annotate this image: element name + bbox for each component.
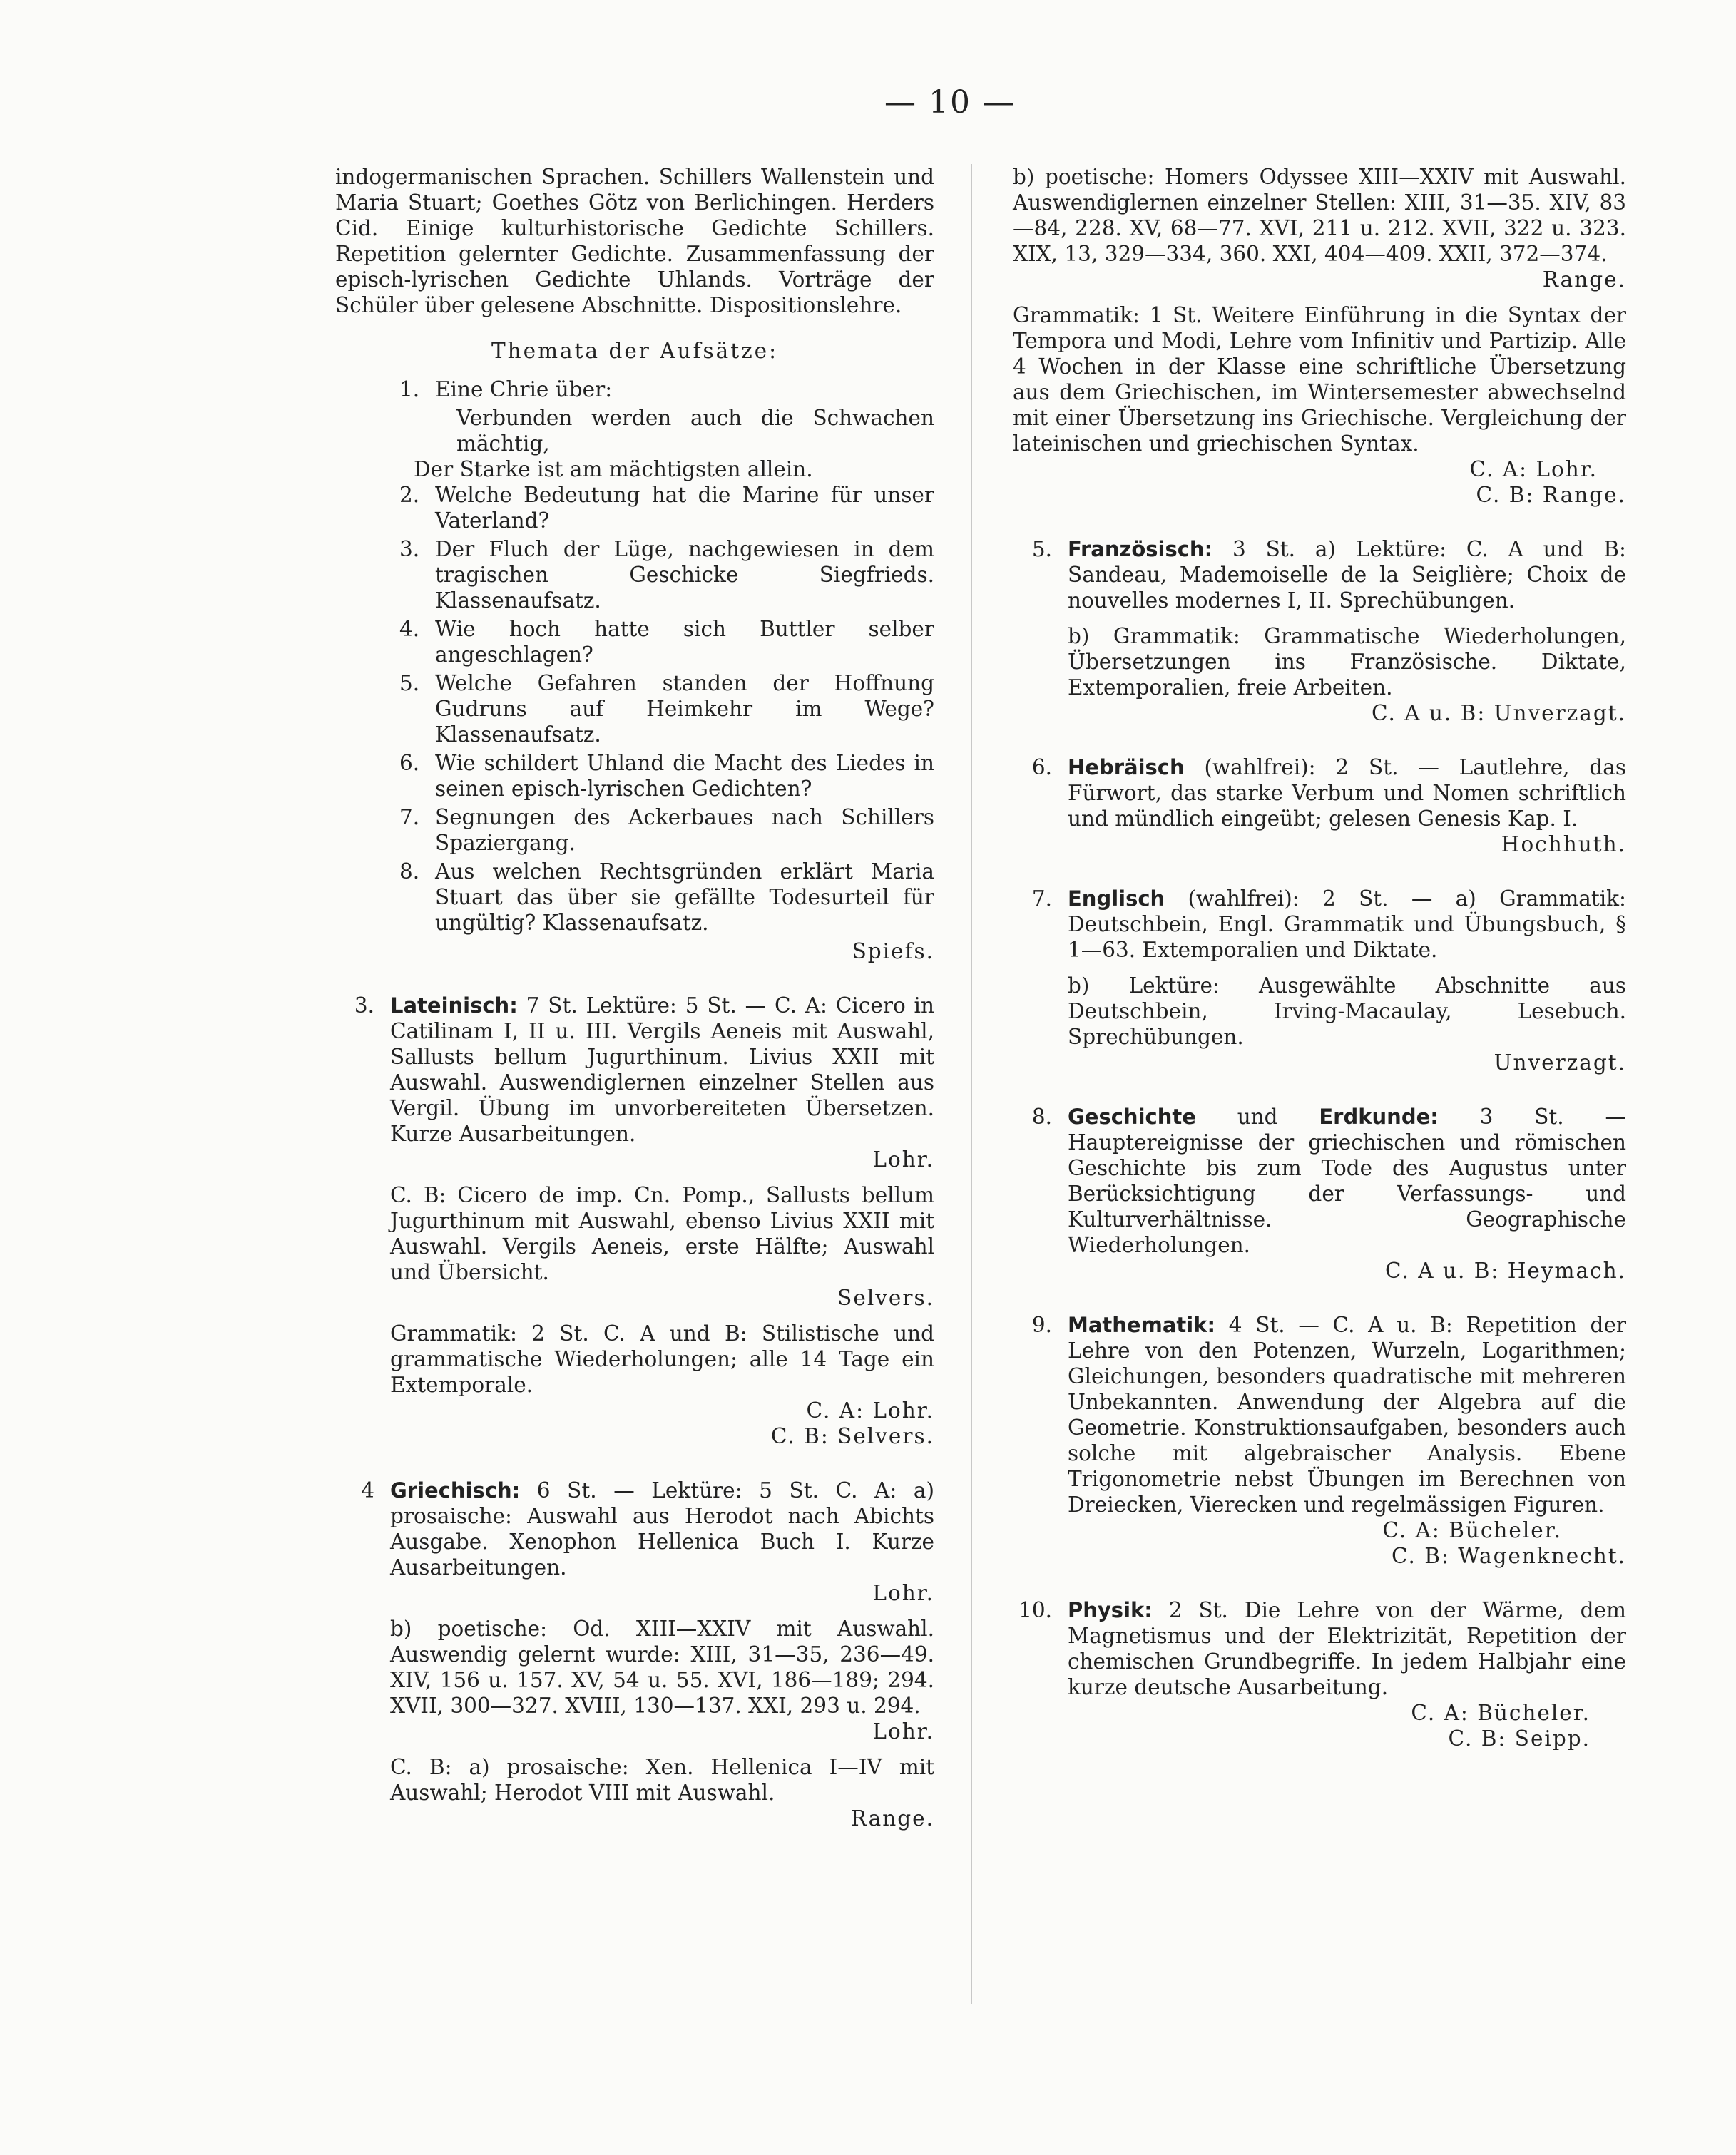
essay-text: Eine Chrie über:	[435, 377, 613, 401]
essay-number: 3.	[399, 537, 420, 561]
essay-text: Wie hoch hatte sich Buttler selber angeschlagen?	[435, 617, 934, 667]
section-number: 6.	[1031, 755, 1052, 779]
section-number: 4	[361, 1478, 374, 1503]
section-lateinisch	[335, 993, 934, 1449]
teacher-name: C. B: Range.	[1476, 483, 1626, 507]
quote-line: Verbunden werden auch die Schwachen mächtig,	[456, 406, 934, 456]
essay-text: Aus welchen Rechtsgründen erklärt Maria Stuart das über sie gefällte Todesurteil für ungültig? Klassenaufsatz.	[435, 859, 934, 935]
section-number: 3.	[354, 993, 374, 1018]
section-text: 3 St. a) Lektüre: C. A und B: Sandeau, Mademoiselle de la Seiglière; Choix de nouvelles modernes I, II. Sprechübungen.	[1068, 537, 1626, 613]
teacher-name: C. A: Bücheler.	[1411, 1701, 1591, 1725]
teacher-name: C. A: Lohr.	[806, 1398, 934, 1423]
right-column	[1013, 164, 1626, 1751]
essay-item	[335, 482, 934, 533]
left-column	[335, 164, 934, 1831]
teacher-name: Range.	[850, 1806, 934, 1831]
subject-title: Lateinisch:	[390, 993, 518, 1018]
essay-text: Der Fluch der Lüge, nachgewiesen in dem tragischen Geschicke Siegfrieds. Klassenaufsatz.	[435, 537, 934, 613]
section-text: (wahlfrei): 2 St. — a) Grammatik: Deutschbein, Engl. Grammatik und Übungsbuch, § 1—63. Extemporalien und Diktate.	[1068, 886, 1626, 962]
essay-item	[335, 670, 934, 747]
essay-text: Wie schildert Uhland die Macht des Liedes in seinen episch-lyrischen Gedichten?	[435, 751, 934, 801]
subject-title: Französisch:	[1068, 537, 1213, 561]
section-geschichte	[1013, 1104, 1626, 1284]
teacher-name: Lohr.	[872, 1147, 934, 1172]
essay-number: 2.	[399, 483, 420, 507]
section-text: Grammatik: 2 St. C. A und B: Stilistische und grammatische Wiederholungen; alle 14 Tage ein Extemporale.	[390, 1321, 934, 1397]
essay-item	[335, 804, 934, 856]
teacher-name: C. A: Bücheler.	[1382, 1518, 1562, 1542]
section-mathematik	[1013, 1312, 1626, 1569]
section-text: b) poetische: Od. XIII—XXIV mit Auswahl. Auswendig gelernt wurde: XIII, 31—35, 236—49. XIV, 156 u. 157. XV, 54 u. 55. XVI, 186—189; 294. XVII, 300—327. XVIII, 130—137. XXI, 293 u. 294.	[390, 1617, 934, 1718]
section-text: b) Lektüre: Ausgewählte Abschnitte aus Deutschbein, Irving-Macaulay, Lesebuch. Sprechübungen.	[1068, 973, 1626, 1049]
essay-number: 4.	[399, 617, 420, 641]
subject-title: Geschichte	[1068, 1105, 1196, 1129]
section-physik	[1013, 1597, 1626, 1751]
teacher-name: C. A u. B: Unverzagt.	[1371, 701, 1626, 725]
page-number: — 10 —	[884, 84, 1016, 121]
subject-title: Mathematik:	[1068, 1313, 1216, 1337]
section-text: b) poetische: Homers Odyssee XIII—XXIV mit Auswahl. Auswendiglernen einzelner Stellen: XIII, 31—35. XIV, 83—84, 228. XV, 68—77. XVI, 211 u. 212. XVII, 322 u. 323. XIX, 13, 329—334, 360. XXI, 404—409. XXII, 372—374.	[1013, 165, 1626, 266]
column-divider	[971, 164, 972, 2004]
teacher-name: C. A: Lohr.	[1469, 457, 1598, 481]
subject-title: Hebräisch	[1068, 755, 1185, 779]
teacher-name: Selvers.	[837, 1286, 934, 1310]
essay-text: Welche Bedeutung hat die Marine für unser Vaterland?	[435, 483, 934, 533]
section-text: (wahlfrei): 2 St. — Lautlehre, das Fürwort, das starke Verbum und Nomen schriftlich und mündlich eingeübt; gelesen Genesis Kap. I.	[1068, 755, 1626, 831]
essay-item	[335, 377, 934, 402]
teacher-name: Unverzagt.	[1494, 1050, 1626, 1075]
section-number: 7.	[1031, 886, 1052, 911]
essay-item	[335, 750, 934, 802]
essay-number: 8.	[399, 859, 420, 884]
section-number: 5.	[1031, 537, 1052, 561]
intro-paragraph: indogermanischen Sprachen. Schillers Wallenstein und Maria Stuart; Goethes Götz von Berlichingen. Herders Cid. Einige kulturhistorische Gedichte Schillers. Repetition gelernter Gedichte. Zusammenfassung der episch-lyrischen Gedichte Uhlands. Vorträge der Schüler über gelesene Abschnitte. Dispositionslehre.	[335, 165, 934, 317]
teacher-name: C. B: Seipp.	[1448, 1726, 1591, 1751]
section-text: 4 St. — C. A u. B: Repetition der Lehre von den Potenzen, Wurzeln, Logarithmen; Gleichungen, besonders quadratische mit mehreren Unbekannten. Anwendung der Algebra auf die Geometrie. Konstruktionsaufgaben, besonders auch solche mit algebraischer Analysis. Ebene Trigonometrie nebst Übungen im Berechnen von Dreiecken, Vierecken und regelmässigen Figuren.	[1068, 1313, 1626, 1517]
section-text: C. B: a) prosaische: Xen. Hellenica I—IV mit Auswahl; Herodot VIII mit Auswahl.	[390, 1755, 934, 1805]
section-hebraeisch	[1013, 754, 1626, 857]
subject-title: Physik:	[1068, 1598, 1153, 1622]
section-text: 2 St. Die Lehre von der Wärme, dem Magnetismus und der Elektrizität, Repetition der chemischen Grundbegriffe. In jedem Halbjahr eine kurze deutsche Ausarbeitung.	[1068, 1598, 1626, 1699]
essay-number: 5.	[399, 671, 420, 695]
teacher-name: Hochhuth.	[1501, 832, 1626, 856]
teacher-name: C. B: Selvers.	[770, 1424, 934, 1448]
section-text: b) Grammatik: Grammatische Wiederholungen, Übersetzungen ins Französische. Diktate, Extemporalien, freie Arbeiten.	[1068, 624, 1626, 700]
section-number: 8.	[1031, 1105, 1052, 1129]
section-text: 7 St. Lektüre: 5 St. — C. A: Cicero in Catilinam I, II u. III. Vergils Aeneis mit Auswahl, Sallusts bellum Jugurthinum. Livius XXII mit Auswahl. Auswendiglernen einzelner Stellen aus Vergil. Übung im unvorbereiteten Übersetzen. Kurze Ausarbeitungen.	[390, 993, 934, 1146]
teacher-name: Range.	[1542, 267, 1626, 292]
essay-text: Segnungen des Ackerbaues nach Schillers Spaziergang.	[435, 805, 934, 855]
essay-item	[335, 616, 934, 667]
subject-title: Englisch	[1068, 886, 1165, 911]
teacher-name: C. A u. B: Heymach.	[1384, 1259, 1626, 1283]
essay-item	[335, 536, 934, 613]
teacher-name: Spiefs.	[852, 939, 934, 963]
section-griechisch	[335, 1478, 934, 1831]
essay-item	[335, 859, 934, 936]
essay-number: 1.	[399, 377, 420, 401]
quote-line: Der Starke ist am mächtigsten allein.	[414, 457, 813, 481]
section-number: 9.	[1031, 1313, 1052, 1337]
section-text: C. B: Cicero de imp. Cn. Pomp., Sallusts bellum Jugurthinum mit Auswahl, ebenso Livius XXII mit Auswahl. Vergils Aeneis, erste Hälfte; Auswahl und Übersicht.	[390, 1183, 934, 1284]
teacher-name: C. B: Wagenknecht.	[1391, 1544, 1626, 1568]
subject-title: Griechisch:	[390, 1478, 521, 1503]
section-number: 10.	[1018, 1598, 1052, 1622]
themata-heading: Themata der Aufsätze:	[491, 339, 779, 363]
subject-title: Erdkunde:	[1319, 1105, 1439, 1129]
section-englisch	[1013, 886, 1626, 1075]
subject-connector: und	[1237, 1105, 1278, 1129]
essay-number: 7.	[399, 805, 420, 829]
essay-number: 6.	[399, 751, 420, 775]
teacher-name: Lohr.	[872, 1719, 934, 1744]
section-text: Grammatik: 1 St. Weitere Einführung in die Syntax der Tempora und Modi, Lehre vom Infinitiv und Partizip. Alle 4 Wochen in der Klasse eine schriftliche Übersetzung aus dem Griechischen, im Wintersemester abwechselnd mit einer Übersetzung ins Griechische. Vergleichung der lateinischen und griechischen Syntax.	[1013, 303, 1626, 456]
teacher-name: Lohr.	[872, 1581, 934, 1605]
section-franzoesisch	[1013, 536, 1626, 726]
section-text: 3 St. — Hauptereignisse der griechischen und römischen Geschichte bis zum Tode des Augustus unter Berücksichtigung der Verfassungs- und Kulturverhältnisse. Geographische Wiederholungen.	[1068, 1105, 1626, 1257]
section-text: 6 St. — Lektüre: 5 St. C. A: a) prosaische: Auswahl aus Herodot nach Abichts Ausgabe. Xenophon Hellenica Buch I. Kurze Ausarbeitungen.	[390, 1478, 934, 1580]
essay-text: Welche Gefahren standen der Hoffnung Gudruns auf Heimkehr im Wege? Klassenaufsatz.	[435, 671, 934, 747]
